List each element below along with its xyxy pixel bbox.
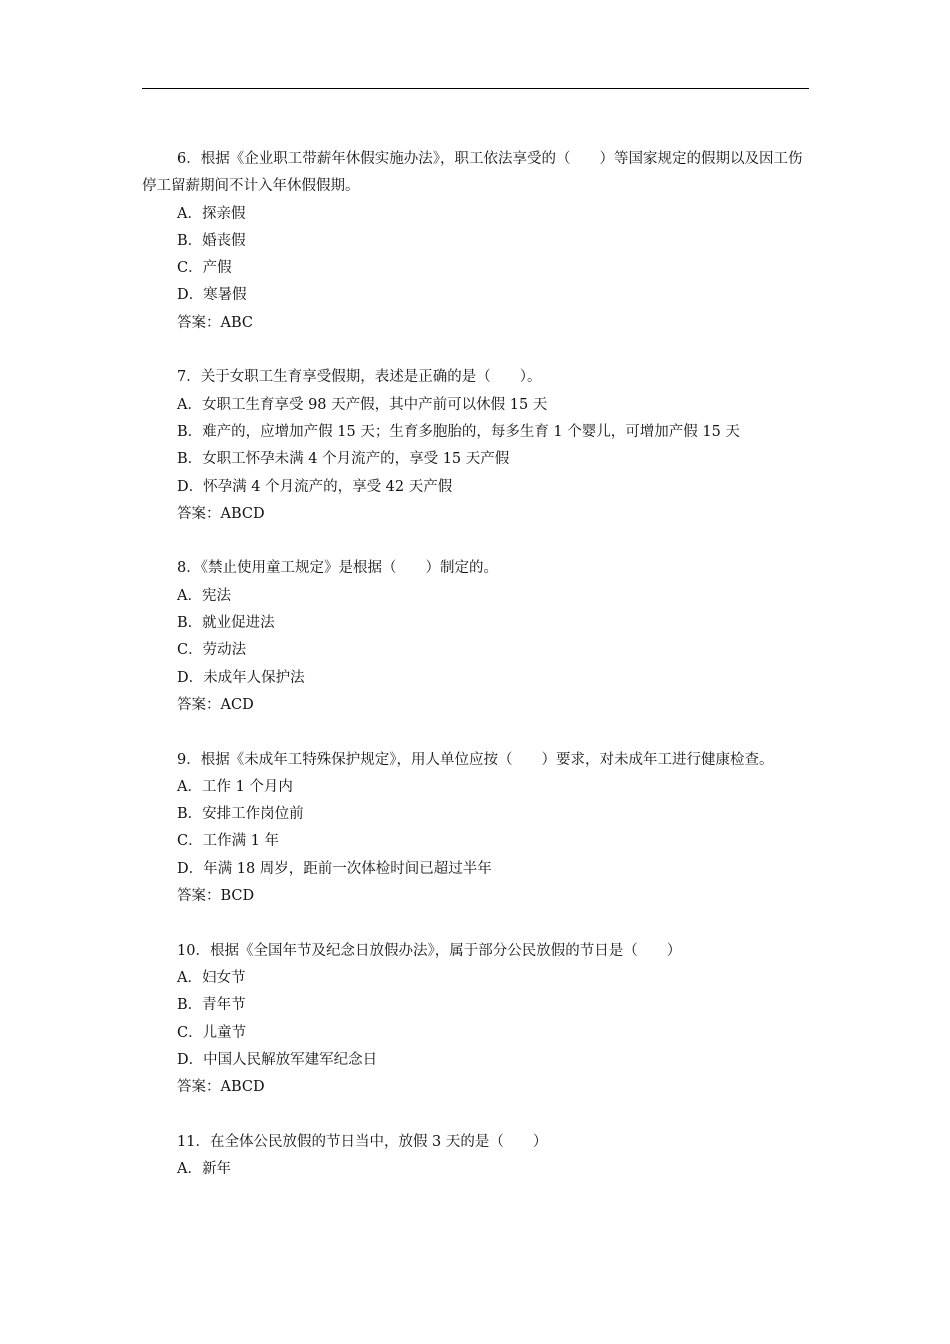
option-d: D．怀孕满 4 个月流产的，享受 42 天产假 (177, 478, 453, 495)
question-stem: 6．根据《企业职工带薪年休假实施办法》，职工依法享受的（ ）等国家规定的假期以及因工伤停工留薪期间不计入年休假假期。 (142, 151, 803, 195)
question-10 (142, 938, 809, 1102)
option-c: C．儿童节 (177, 1024, 247, 1041)
question-stem: 10．根据《全国年节及纪念日放假办法》，属于部分公民放假的节日是（ ） (177, 942, 682, 959)
question-stem: 8．《禁止使用童工规定》是根据（ ）制定的。 (177, 560, 498, 577)
question-7 (142, 364, 809, 528)
question-9 (142, 747, 809, 911)
question-6 (142, 146, 809, 337)
question-8 (142, 555, 809, 719)
option-d: D．中国人民解放军建军纪念日 (177, 1051, 378, 1068)
option-a: A．探亲假 (177, 205, 246, 222)
option-a: A．女职工生育享受 98 天产假，其中产前可以休假 15 天 (177, 396, 548, 413)
document-body (142, 146, 809, 1211)
answer-line: 答案：ABCD (177, 505, 265, 522)
option-c: C．劳动法 (177, 642, 247, 659)
option-d: D．未成年人保护法 (177, 669, 305, 686)
option-b: B．就业促进法 (177, 615, 275, 632)
header-rule (142, 88, 809, 89)
option-b: B．难产的，应增加产假 15 天；生育多胞胎的，每多生育 1 个婴儿，可增加产假 15 天 (177, 423, 740, 440)
question-stem: 7．关于女职工生育享受假期，表述是正确的是（ ）。 (177, 369, 542, 386)
option-d: D．寒暑假 (177, 287, 247, 304)
option-b: B．青年节 (177, 997, 246, 1014)
option-b: B．婚丧假 (177, 232, 246, 249)
option-c: C．工作满 1 年 (177, 833, 280, 850)
option-b: B．安排工作岗位前 (177, 806, 304, 823)
answer-line: 答案：ACD (177, 696, 254, 713)
option-a: A．工作 1 个月内 (177, 778, 293, 795)
option-a: A．宪法 (177, 587, 231, 604)
question-stem: 9．根据《未成年工特殊保护规定》，用人单位应按（ ）要求，对未成年工进行健康检查。 (177, 751, 774, 768)
option-c: C．产假 (177, 260, 232, 277)
answer-line: 答案：ABC (177, 314, 253, 331)
option-b-2: B．女职工怀孕未满 4 个月流产的，享受 15 天产假 (177, 451, 510, 468)
answer-line: 答案：ABCD (177, 1079, 265, 1096)
question-stem: 11．在全体公民放假的节日当中，放假 3 天的是（ ） (177, 1133, 548, 1150)
option-d: D．年满 18 周岁，距前一次体检时间已超过半年 (177, 860, 492, 877)
option-a: A．妇女节 (177, 969, 246, 986)
option-a: A．新年 (177, 1160, 231, 1177)
question-11 (142, 1129, 809, 1184)
answer-line: 答案：BCD (177, 888, 255, 905)
